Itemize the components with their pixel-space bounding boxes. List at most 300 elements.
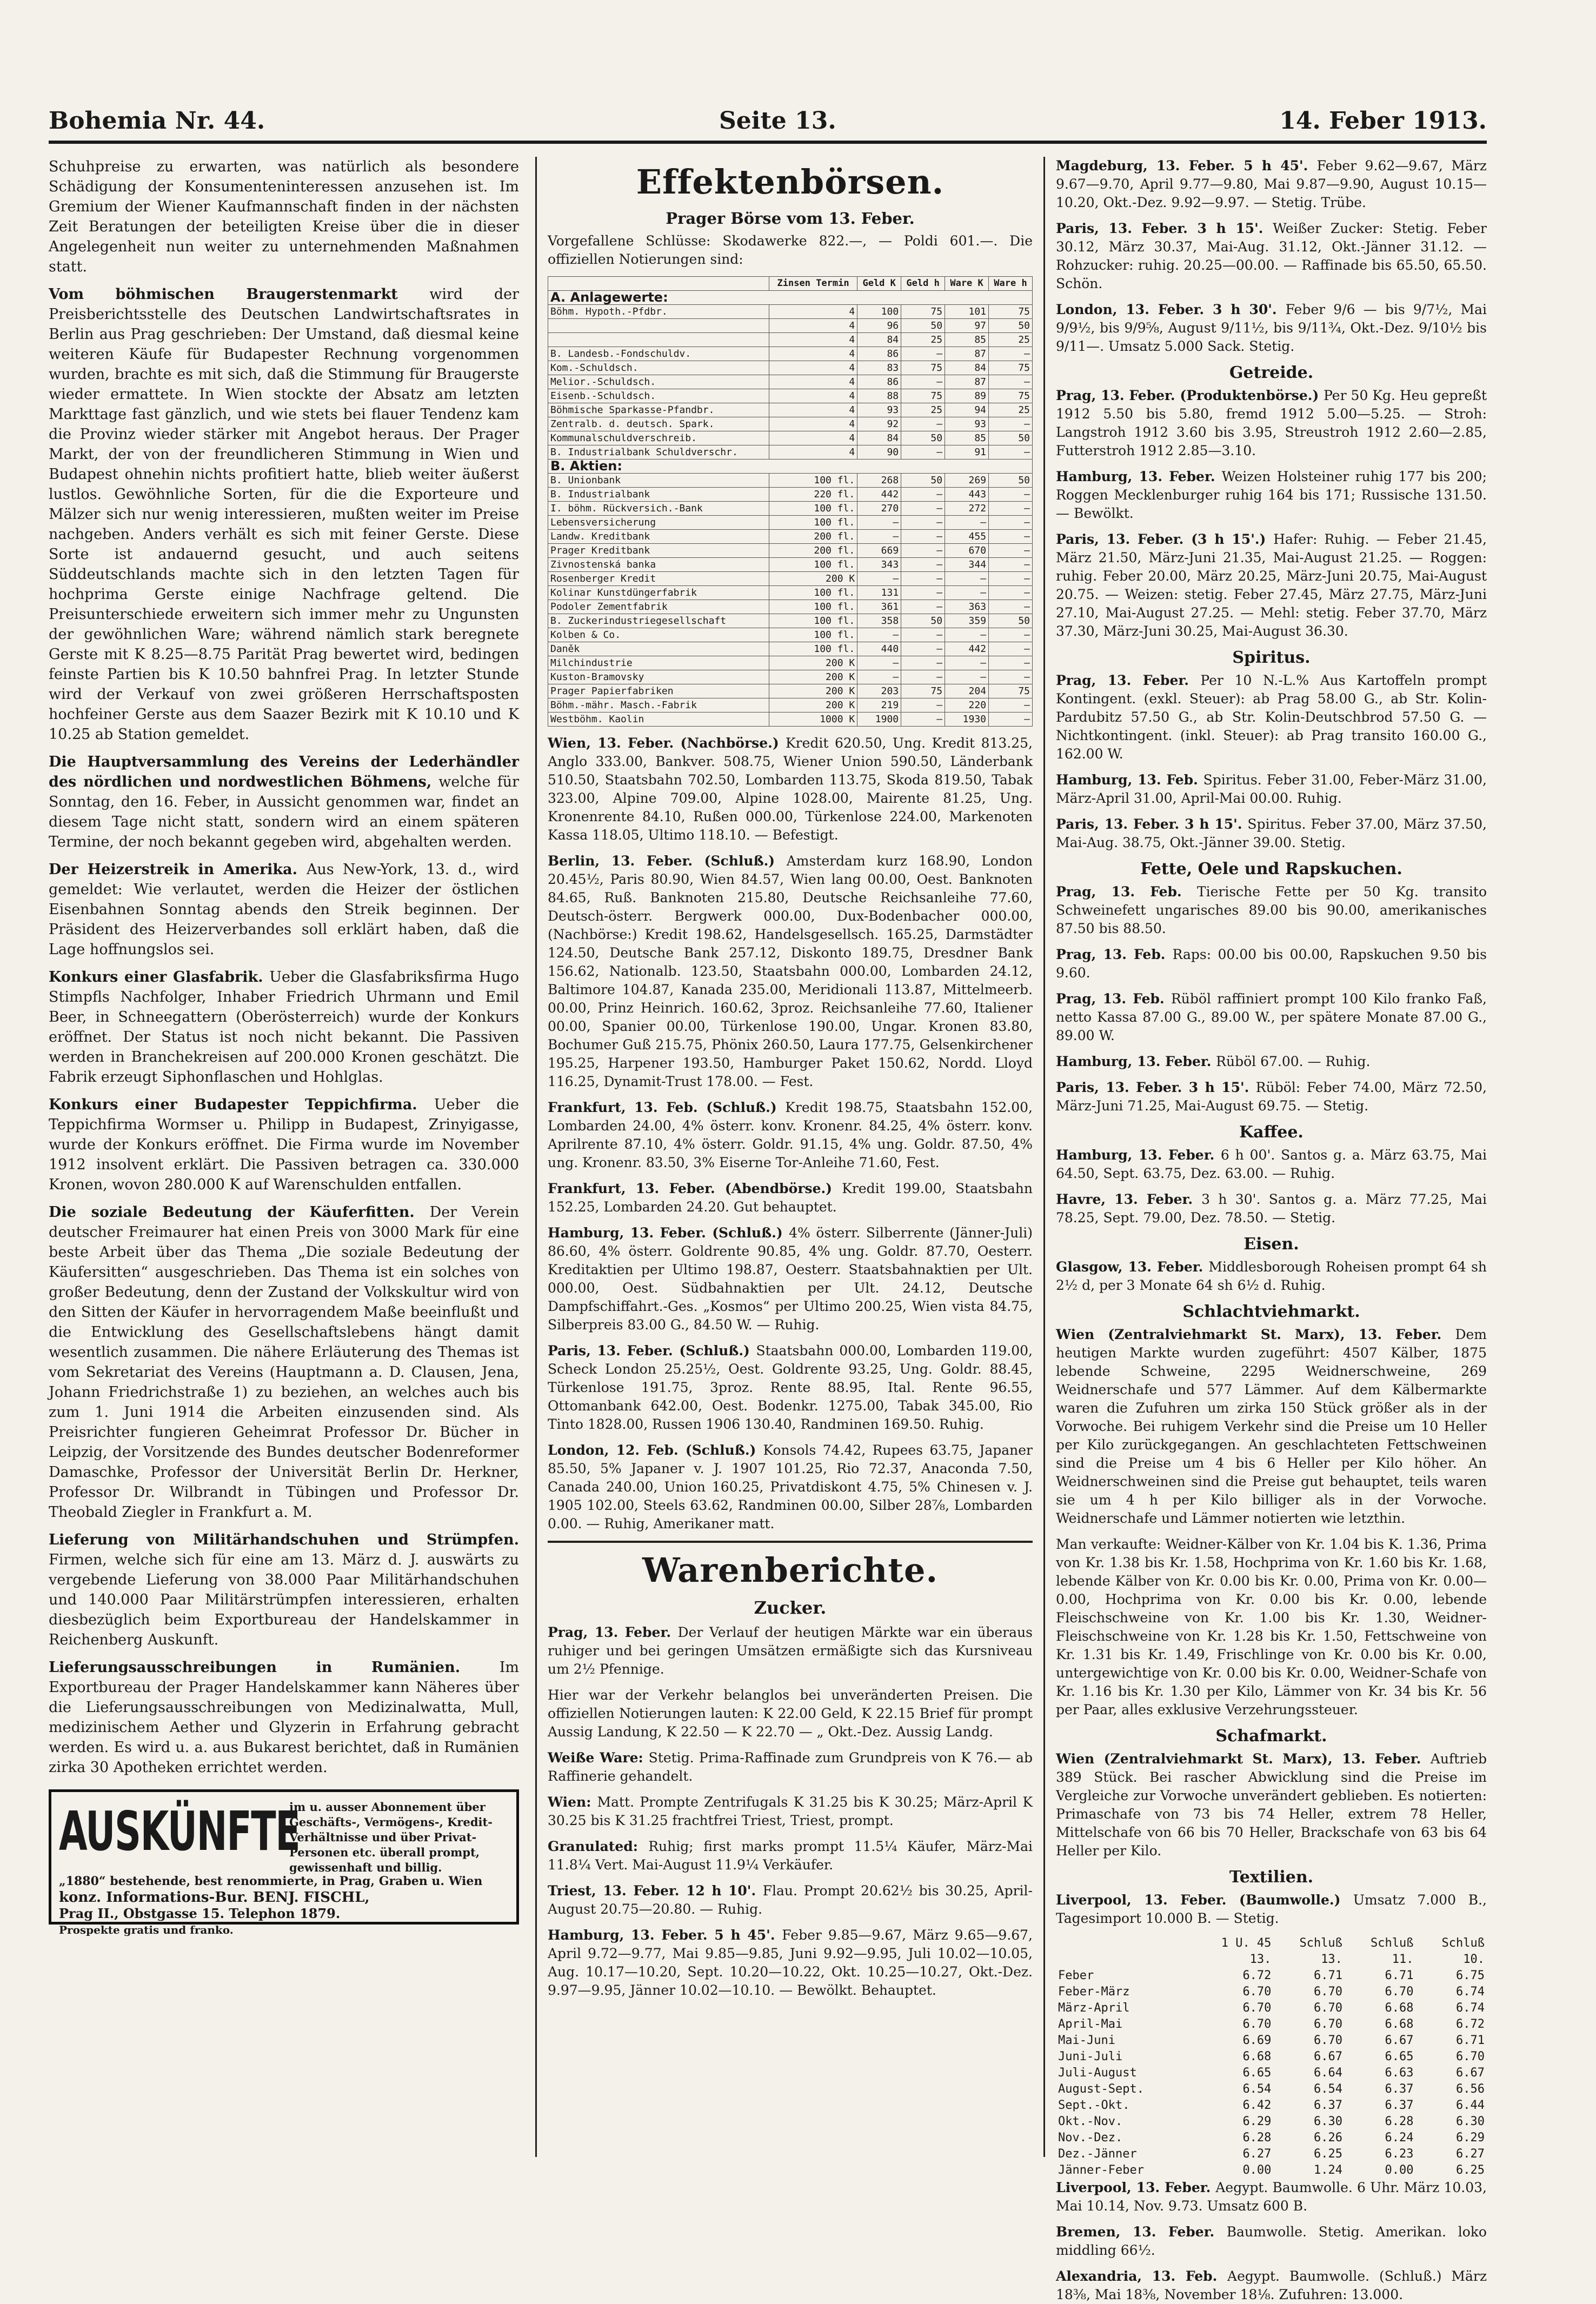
article-heading: Die soziale Bedeutung der Käuferfitten. bbox=[49, 1204, 430, 1221]
table-row bbox=[548, 670, 1033, 684]
article-heading: Weiße Ware: bbox=[548, 1750, 649, 1766]
section-getreide: Getreide. bbox=[1229, 363, 1314, 382]
table-cell: 6.54 bbox=[1313, 2082, 1342, 2096]
table-cell: 220 bbox=[945, 698, 989, 712]
table-cell: — bbox=[901, 347, 945, 361]
article-paragraph bbox=[1056, 990, 1487, 1045]
table-cell: 200 fl. bbox=[769, 530, 857, 544]
table-cell: 6.71 bbox=[1385, 1969, 1414, 1982]
table-cell: — bbox=[989, 600, 1033, 614]
table-cell: — bbox=[901, 502, 945, 516]
table-cell: 50 bbox=[901, 614, 945, 628]
fette-reports bbox=[1056, 883, 1487, 1115]
article-heading: Prag, 13. Feber. (Produktenbörse.) bbox=[1056, 388, 1324, 403]
schlachtvieh-reports bbox=[1056, 1326, 1487, 1719]
table-cell: 6.70 bbox=[1242, 2001, 1272, 2015]
table-cell: 1930 bbox=[945, 712, 989, 727]
table-cell: 131 bbox=[857, 586, 901, 600]
table-section-label: B. Aktien: bbox=[548, 460, 1033, 474]
table-cell: 6.70 bbox=[1385, 1985, 1414, 1999]
table-cell: 200 K bbox=[769, 656, 857, 670]
table-cell: 86 bbox=[857, 347, 901, 361]
article-heading: Paris, 13. Feber. 3 h 15'. bbox=[1056, 816, 1248, 832]
table-cell: 6.65 bbox=[1385, 2050, 1414, 2063]
table-section-row bbox=[548, 291, 1033, 305]
table-cell: 4 bbox=[769, 319, 857, 333]
article-paragraph bbox=[1056, 530, 1487, 641]
ad-line-4: Prospekte gratis und franko. bbox=[59, 1923, 234, 1936]
table-cell: 6.30 bbox=[1313, 2115, 1342, 2128]
table-cell: — bbox=[901, 670, 945, 684]
table-row bbox=[548, 347, 1033, 361]
table-cell bbox=[548, 333, 769, 347]
article-heading: Glasgow, 13. Feber. bbox=[1056, 1259, 1209, 1275]
article-paragraph bbox=[1056, 671, 1487, 763]
table-cell: B. Industrialbank Schuldverschr. bbox=[548, 445, 769, 460]
table-cell: 4 bbox=[769, 333, 857, 347]
article-paragraph bbox=[548, 1686, 1033, 1741]
getreide-reports bbox=[1056, 387, 1487, 641]
table-cell: 358 bbox=[857, 614, 901, 628]
article-heading: Berlin, 13. Feber. (Schluß.) bbox=[548, 853, 787, 869]
prager-boerse-table bbox=[548, 276, 1033, 727]
table-cell: — bbox=[901, 642, 945, 656]
article-text: Raps: 00.00 bis 00.00, Rapskuchen 9.50 bis 9.60. bbox=[1056, 947, 1487, 981]
table-row bbox=[548, 333, 1033, 347]
header-right: 14. Feber 1913. bbox=[1279, 107, 1487, 135]
article-paragraph bbox=[1056, 1078, 1487, 1115]
article-paragraph bbox=[548, 1749, 1033, 1786]
table-cell: — bbox=[989, 586, 1033, 600]
table-row bbox=[548, 319, 1033, 333]
table-row bbox=[548, 431, 1033, 445]
table-cell: Juni-Juli bbox=[1058, 2050, 1123, 2063]
article-heading: Wien (Zentralviehmarkt St. Marx), 13. Feber. bbox=[1056, 1327, 1455, 1342]
table-cell: Zentralb. d. deutsch. Spark. bbox=[548, 417, 769, 431]
article-text: Schuhpreise zu erwarten, was natürlich als besondere Schädigung der Konsumenteninteressen anzusehen ist. Im Gremium der Wiener Kaufmannschaft finden in der nächsten Zeit Beratungen der beteiligten Kreise über die in dieser Angelegenheit nun weiter zu unternehmenden Maßnahmen statt. bbox=[49, 158, 519, 275]
article-paragraph bbox=[1056, 2179, 1487, 2215]
article-paragraph bbox=[49, 1657, 519, 1777]
table-header-cell: 1 U. 45 bbox=[1221, 1936, 1272, 1950]
article-paragraph bbox=[49, 1202, 519, 1522]
table-cell: 100 fl. bbox=[769, 474, 857, 488]
table-cell: 6.54 bbox=[1242, 2082, 1272, 2096]
table-cell: — bbox=[989, 488, 1033, 502]
table-cell: Zivnostenská banka bbox=[548, 558, 769, 572]
table-cell: 6.67 bbox=[1313, 2050, 1342, 2063]
table-cell: Melior.-Schuldsch. bbox=[548, 375, 769, 389]
table-row bbox=[548, 361, 1033, 375]
table-cell: 6.67 bbox=[1456, 2066, 1485, 2080]
article-text: Rüböl: Feber 74.00, März 72.50, März-Juni 71.25, Mai-August 69.75. — Stetig. bbox=[1056, 1080, 1487, 1114]
table-row bbox=[1056, 2000, 1487, 2016]
table-cell: — bbox=[989, 628, 1033, 642]
article-paragraph bbox=[1056, 301, 1487, 356]
table-cell: 100 fl. bbox=[769, 642, 857, 656]
table-header-cell bbox=[1056, 1952, 1192, 1968]
table-row bbox=[1056, 2016, 1487, 2033]
table-cell: April-Mai bbox=[1058, 2017, 1123, 2031]
table-cell: 6.30 bbox=[1456, 2115, 1485, 2128]
table-cell: Prager Papierfabriken bbox=[548, 684, 769, 698]
table-cell: — bbox=[989, 558, 1033, 572]
table-cell: 1900 bbox=[857, 712, 901, 727]
table-cell: 6.75 bbox=[1456, 1969, 1485, 1982]
table-cell: 4 bbox=[769, 445, 857, 460]
table-cell: 6.29 bbox=[1242, 2115, 1272, 2128]
table-header-row bbox=[1056, 1935, 1487, 1952]
table-row bbox=[548, 389, 1033, 403]
article-heading: Frankfurt, 13. Feber. (Abendbörse.) bbox=[548, 1181, 842, 1196]
table-cell: 4 bbox=[769, 305, 857, 319]
article-paragraph bbox=[548, 1926, 1033, 2000]
article-paragraph bbox=[49, 752, 519, 852]
table-cell: — bbox=[901, 712, 945, 727]
table-cell: Kommunalschuldverschreib. bbox=[548, 431, 769, 445]
article-heading: Triest, 13. Feber. 12 h 10'. bbox=[548, 1883, 763, 1899]
table-row bbox=[548, 530, 1033, 544]
article-text: Firmen, welche sich für eine am 13. März d. J. auswärts zu vergebende Lieferung von 38.000 Paar Militärhandschuhen und 140.000 Paar Militärstrümpfen interessieren, erhalten diesbezüglich beim Exportbureau der Handelskammer in Reichenberg Auskunft. bbox=[49, 1551, 519, 1648]
table-cell: — bbox=[945, 656, 989, 670]
table-cell: 6.37 bbox=[1385, 2099, 1414, 2112]
table-cell: 6.42 bbox=[1242, 2099, 1272, 2112]
table-cell: 363 bbox=[945, 600, 989, 614]
section-textilien: Textilien. bbox=[1229, 1868, 1314, 1887]
article-text: 4% österr. Silberrente (Jänner-Juli) 86.60, 4% österr. Goldrente 90.85, 4% ung. Goldr. 87.70, Oesterr. Kreditaktien per Ultimo 198.87, Oesterr. Staatsbahnaktien per Ult. 000.00, Oest. Südbahnaktien per Ult. 24.12, Deutsche Dampfschiffahrt.-Ges. „Kosmos“ per Ultimo 200.25, Wien vista 84.75, Silberpreis 83.00 G., 84.50 W. — Ruhig. bbox=[548, 1225, 1033, 1333]
article-paragraph bbox=[49, 1530, 519, 1650]
article-heading: Konkurs einer Budapester Teppichfirma. bbox=[49, 1096, 434, 1113]
table-cell: 0.00 bbox=[1242, 2163, 1272, 2177]
table-cell: Sept.-Okt. bbox=[1058, 2099, 1130, 2112]
article-heading: Hamburg, 13. Feber. bbox=[1056, 469, 1222, 484]
article-text: Aus New-York, 13. d., wird gemeldet: Wie verlautet, werden die Heizer der östlichen Eisenbahnen Sonntag abends den Streik beginnen. Der Präsident des Heizerverbandes soll erklärt haben, daß die Lage hoffnungslos sei. bbox=[49, 861, 520, 958]
table-cell: — bbox=[989, 502, 1033, 516]
table-header-cell: Ware h bbox=[989, 277, 1033, 291]
table-row bbox=[1056, 2146, 1487, 2162]
article-paragraph bbox=[1056, 1190, 1487, 1227]
table-cell: — bbox=[945, 670, 989, 684]
article-paragraph bbox=[49, 1095, 519, 1195]
table-cell: B. Industrialbank bbox=[548, 488, 769, 502]
zucker-reports bbox=[548, 1623, 1033, 2000]
zucker-continued bbox=[1056, 157, 1487, 356]
table-row bbox=[1056, 2097, 1487, 2114]
section-schlachtvieh: Schlachtviehmarkt. bbox=[1182, 1302, 1360, 1321]
table-cell: Feber-März bbox=[1058, 1985, 1130, 1999]
table-cell: — bbox=[857, 530, 901, 544]
table-cell: 6.68 bbox=[1385, 2001, 1414, 2015]
article-paragraph bbox=[1056, 815, 1487, 852]
section-schafmarkt: Schafmarkt. bbox=[1215, 1727, 1327, 1746]
table-cell: 85 bbox=[945, 333, 989, 347]
table-cell: — bbox=[901, 516, 945, 530]
article-paragraph bbox=[548, 1441, 1033, 1533]
article-heading: Havre, 13. Feber. bbox=[1056, 1191, 1202, 1207]
header-center: Seite 13. bbox=[719, 107, 836, 135]
table-cell: 100 fl. bbox=[769, 558, 857, 572]
table-cell: — bbox=[945, 586, 989, 600]
table-cell: — bbox=[901, 586, 945, 600]
table-cell: 6.37 bbox=[1313, 2099, 1342, 2112]
table-cell: 50 bbox=[989, 319, 1033, 333]
table-header-cell: 11. bbox=[1392, 1953, 1414, 1966]
table-cell: — bbox=[857, 572, 901, 586]
table-cell: 219 bbox=[857, 698, 901, 712]
table-cell: 101 bbox=[945, 305, 989, 319]
table-cell: 1.24 bbox=[1313, 2163, 1342, 2177]
article-text: Aegypt. Baumwolle. (Schluß.) März 18⅜, Mai 18⅜, November 18⅛. Zufuhren: 13.000. bbox=[1056, 2268, 1487, 2302]
article-paragraph bbox=[1056, 1146, 1487, 1183]
table-cell: 200 K bbox=[769, 684, 857, 698]
table-cell: 269 bbox=[945, 474, 989, 488]
table-row bbox=[548, 488, 1033, 502]
table-row bbox=[1056, 2081, 1487, 2097]
table-cell bbox=[548, 319, 769, 333]
table-cell: 220 fl. bbox=[769, 488, 857, 502]
table-cell: 25 bbox=[989, 333, 1033, 347]
table-cell: 442 bbox=[857, 488, 901, 502]
table-cell: 4 bbox=[769, 403, 857, 417]
article-paragraph bbox=[548, 1793, 1033, 1830]
table-cell: Jänner-Feber bbox=[1058, 2163, 1144, 2177]
table-cell: 6.68 bbox=[1385, 2017, 1414, 2031]
table-cell: 6.70 bbox=[1456, 2050, 1485, 2063]
article-heading: Wien, 13. Feber. (Nachbörse.) bbox=[548, 735, 786, 751]
article-paragraph bbox=[49, 157, 519, 277]
table-cell: 344 bbox=[945, 558, 989, 572]
article-paragraph bbox=[548, 1224, 1033, 1334]
article-heading: Alexandria, 13. Feb. bbox=[1056, 2268, 1228, 2284]
table-cell: 50 bbox=[901, 474, 945, 488]
table-header-cell: 10. bbox=[1463, 1953, 1485, 1966]
table-cell: 88 bbox=[857, 389, 901, 403]
table-row bbox=[548, 417, 1033, 431]
table-row bbox=[548, 502, 1033, 516]
table-row bbox=[548, 445, 1033, 460]
table-cell: 75 bbox=[989, 389, 1033, 403]
article-text: Konsols 74.42, Rupees 63.75, Japaner 85.50, 5% Japaner v. J. 1907 101.25, Rio 72.37, Anaconda 7.50, Canada 240.00, Union 160.25, Privatdiskont 4.75, 5% Chinesen v. J. 1905 102.00, Steels 63.62, Randminen 00.00, Silber 28⅞, Lombarden 0.00. — Ruhig, Amerikaner matt. bbox=[548, 1442, 1033, 1531]
ad-line-3: Prag II., Obstgasse 15. Telephon 1879. bbox=[59, 1906, 341, 1921]
table-cell: 75 bbox=[989, 684, 1033, 698]
table-row bbox=[1056, 2033, 1487, 2049]
article-paragraph bbox=[548, 1180, 1033, 1216]
table-cell: 200 K bbox=[769, 572, 857, 586]
article-text: Auftrieb 389 Stück. Bei rascher Abwicklung sind die Preise im Vergleiche zur Vorwoche unverändert geblieben. Es notierten: Primaschafe von 73 bis 74 Heller, extrem 78 Heller, Mittelschafe von 66 bis 70 Heller, Brackschafe von 63 bis 64 Heller per Kilo. bbox=[1056, 1751, 1487, 1859]
table-section-row bbox=[548, 460, 1033, 474]
table-row bbox=[548, 600, 1033, 614]
table-cell: — bbox=[989, 712, 1033, 727]
table-cell: 91 bbox=[945, 445, 989, 460]
article-paragraph bbox=[1056, 2223, 1487, 2260]
table-cell: 4 bbox=[769, 361, 857, 375]
article-heading: Paris, 13. Feber. (Schluß.) bbox=[548, 1343, 756, 1359]
table-cell: — bbox=[945, 572, 989, 586]
table-cell: 84 bbox=[857, 431, 901, 445]
table-cell: 443 bbox=[945, 488, 989, 502]
table-cell: 200 fl. bbox=[769, 544, 857, 558]
table-cell: Rosenberger Kredit bbox=[548, 572, 769, 586]
table-row bbox=[548, 614, 1033, 628]
article-text: Staatsbahn 000.00, Lombarden 119.00, Scheck London 25.25½, Oest. Goldrente 93.25, Ung. Goldr. 88.45, Türkenlose 191.75, 3proz. Rente 88.95, Ital. Rente 96.55, Ottomanbank 642.00, Oest. Bodenkr. 1275.00, Tabak 345.00, Rio Tinto 1828.00, Russen 1906 130.40, Randminen 169.50. Ruhig. bbox=[548, 1343, 1033, 1432]
table-cell: 6.70 bbox=[1313, 1985, 1342, 1999]
table-cell: — bbox=[989, 530, 1033, 544]
table-cell: 84 bbox=[945, 361, 989, 375]
ad-bottom bbox=[59, 1873, 502, 1938]
table-cell: 84 bbox=[857, 333, 901, 347]
article-text: Flau. Prompt 20.62½ bis 30.25, April-August 20.75—20.80. — Ruhig. bbox=[548, 1883, 1033, 1917]
table-cell: 6.71 bbox=[1313, 1969, 1342, 1982]
section-title-warenberichte: Warenberichte. bbox=[642, 1550, 939, 1590]
table-cell: 100 fl. bbox=[769, 614, 857, 628]
divider bbox=[548, 1541, 1033, 1543]
table-cell: 6.70 bbox=[1313, 2017, 1342, 2031]
table-cell: 86 bbox=[857, 375, 901, 389]
article-text: Aegypt. Baumwolle. 6 Uhr. März 10.03, Mai 10.14, Nov. 9.73. Umsatz 600 B. bbox=[1056, 2180, 1487, 2214]
article-paragraph bbox=[548, 1623, 1033, 1679]
article-text: Kredit 198.75, Staatsbahn 152.00, Lombarden 24.00, 4% österr. konv. Kronenr. 84.25, 4% österr. konv. Aprilrente 87.10, 4% österr. Goldr. 91.15, 4% ung. Goldr. 87.50, 4% ung. Kronenr. 83.50, 3% Eiserne Tor-Anleihe 71.60, Fest. bbox=[548, 1100, 1033, 1170]
table-cell: 6.65 bbox=[1242, 2066, 1272, 2080]
table-cell: 6.27 bbox=[1242, 2147, 1272, 2161]
article-heading: Hamburg, 13. Feber. (Schluß.) bbox=[548, 1225, 789, 1241]
table-cell: 50 bbox=[901, 319, 945, 333]
article-paragraph bbox=[1056, 883, 1487, 938]
table-cell: Böhm. Hypoth.-Pfdbr. bbox=[548, 305, 769, 319]
table-cell: 6.64 bbox=[1313, 2066, 1342, 2080]
article-heading: Paris, 13. Feber. (3 h 15'.) bbox=[1056, 531, 1274, 547]
table-cell: 6.67 bbox=[1385, 2034, 1414, 2047]
table-row bbox=[1056, 2065, 1487, 2081]
table-cell: — bbox=[901, 558, 945, 572]
table-cell: 4 bbox=[769, 375, 857, 389]
article-heading: Lieferungsausschreibungen in Rumänien. bbox=[49, 1659, 500, 1676]
table-cell: I. böhm. Rückversich.-Bank bbox=[548, 502, 769, 516]
article-heading: Paris, 13. Feber. 3 h 15'. bbox=[1056, 1080, 1256, 1095]
article-text: Weizen Holsteiner ruhig 177 bis 200; Roggen Mecklenburger ruhig 164 bis 171; Russische 131.50. — Bewölkt. bbox=[1056, 469, 1487, 521]
table-cell: 83 bbox=[857, 361, 901, 375]
article-heading: Prag, 13. Feber. bbox=[548, 1624, 678, 1640]
article-text: Rüböl 67.00. — Ruhig. bbox=[1216, 1054, 1371, 1069]
header-left: Bohemia Nr. 44. bbox=[49, 107, 265, 135]
article-paragraph bbox=[548, 1837, 1033, 1874]
article-paragraph bbox=[1056, 387, 1487, 460]
article-paragraph bbox=[1056, 219, 1487, 293]
table-cell: Kolinar Kunstdüngerfabrik bbox=[548, 586, 769, 600]
article-paragraph bbox=[49, 967, 519, 1087]
article-heading: Prag, 13. Feb. bbox=[1056, 947, 1173, 962]
table-header-cell: Schluß bbox=[1299, 1936, 1342, 1950]
article-heading: Lieferung von Militärhandschuhen und Strümpfen. bbox=[49, 1531, 519, 1548]
table-cell: 50 bbox=[901, 431, 945, 445]
article-text: Hafer: Ruhig. — Feber 21.45, März 21.50, März-Juni 21.35, Mai-August 21.25. — Roggen: ruhig. Feber 20.00, März 20.25, März-Juni 20.75, Mai-August 20.75. — Weizen: stetig. Feber 27.45, März 27.75, März-Juni 27.10, Mai-August 27.25. — Mehl: stetig. Feber 37.70, März 37.30, März-Juni 30.25, Mai-August 36.30. bbox=[1056, 531, 1487, 639]
table-cell: — bbox=[901, 628, 945, 642]
table-row bbox=[548, 586, 1033, 600]
table-cell: Okt.-Nov. bbox=[1058, 2115, 1123, 2128]
article-heading: Granulated: bbox=[548, 1839, 649, 1854]
table-cell: — bbox=[857, 670, 901, 684]
article-paragraph bbox=[1056, 2267, 1487, 2304]
table-row bbox=[1056, 2162, 1487, 2179]
article-paragraph bbox=[548, 1342, 1033, 1434]
table-header-cell: Schluß bbox=[1441, 1936, 1485, 1950]
article-text: Matt. Prompte Zentrifugals K 31.25 bis K 30.25; März-April K 30.25 bis K 31.25 frachtfrei Triest, Triest, prompt. bbox=[548, 1794, 1033, 1828]
table-row bbox=[548, 558, 1033, 572]
table-cell: — bbox=[945, 516, 989, 530]
baumwolle-reports bbox=[1056, 2179, 1487, 2304]
table-cell: Nov.-Dez. bbox=[1058, 2131, 1123, 2145]
table-cell: — bbox=[989, 375, 1033, 389]
table-row bbox=[1056, 2114, 1487, 2130]
article-paragraph bbox=[49, 860, 519, 960]
article-heading: Bremen, 13. Feber. bbox=[1056, 2224, 1227, 2240]
table-cell: 361 bbox=[857, 600, 901, 614]
table-cell: 100 fl. bbox=[769, 600, 857, 614]
table-cell: — bbox=[901, 375, 945, 389]
eisen-reports bbox=[1056, 1258, 1487, 1295]
table-row bbox=[548, 474, 1033, 488]
article-text: Middlesborough Roheisen prompt 64 sh 2½ d, per 3 Monate 64 sh 6½ d. Ruhig. bbox=[1056, 1259, 1487, 1293]
table-cell: 6.23 bbox=[1385, 2147, 1414, 2161]
article-paragraph bbox=[1056, 1535, 1487, 1719]
table-cell: 6.74 bbox=[1456, 2001, 1485, 2015]
table-cell: B. Unionbank bbox=[548, 474, 769, 488]
article-heading: Hamburg, 13. Feb. bbox=[1056, 772, 1203, 788]
table-row bbox=[548, 698, 1033, 712]
table-cell: 87 bbox=[945, 347, 989, 361]
table-cell: — bbox=[901, 656, 945, 670]
table-cell: 6.68 bbox=[1242, 2050, 1272, 2063]
table-cell: 4 bbox=[769, 417, 857, 431]
article-heading: Wien (Zentralviehmarkt St. Marx), 13. Feber. bbox=[1056, 1751, 1431, 1767]
table-cell: 6.27 bbox=[1456, 2147, 1485, 2161]
table-cell: 6.70 bbox=[1313, 2001, 1342, 2015]
table-cell: 669 bbox=[857, 544, 901, 558]
table-row bbox=[548, 684, 1033, 698]
table-cell: — bbox=[901, 698, 945, 712]
article-text: Feber 9.62—9.67, März 9.67—9.70, April 9.77—9.80, Mai 9.87—9.90, August 10.15—10.20, Okt.-Dez. 9.92—9.97. — Stetig. Trübe. bbox=[1056, 158, 1487, 210]
table-cell: 89 bbox=[945, 389, 989, 403]
article-text: Ruhig; first marks prompt 11.5¼ Käufer, März-Mai 11.8¼ Vert. Mai-August 11.9¼ Verkäufer. bbox=[548, 1839, 1033, 1873]
table-cell: 50 bbox=[989, 474, 1033, 488]
article-list bbox=[49, 157, 519, 1777]
table-row bbox=[1056, 2130, 1487, 2146]
article-text: wird der Preisberichtsstelle des Deutschen Landwirtschaftsrates in Berlin aus Prag geschrieben: Der Umstand, daß diesmal keine weiteren Käufe für Budapester Rechnung vorgenommen wurden, brachte es mit sich, daß die Stimmung für Braugerste wieder ermattete. In Wien stockte der Absatz am letzten Markttage fast gänzlich, und wie stets bei flauer Tendenz kam die Provinz wieder stärker mit Angebot heraus. Der Prager Markt, der von der freundlicheren Stimmung in Wien und Budapest ohnehin nichts profitiert hatte, blieb weiter äußerst lustlos. Gewöhnliche Sorten, für die die Exporteure und Mälzer sich nur wenig interessieren, mußten weiter im Preise nachgeben. Anders verhält es sich mit feiner Gerste. Diese Sorte ist andauernd gesucht, und auch seitens Süddeutschlands machte sich in den letzten Tagen für hochprima Gerste einige Nachfrage geltend. Die Preisunterschiede erweitern sich immer mehr zu Ungunsten der gewöhnlichen Ware; während nämlich stark beregnete Gerste mit K 8.25—8.75 Parität Prag bewertet wird, bedingen feinste Partien bis K 10.50 bahnfrei Prag. In letzter Stunde wird der Verkauf von zwei größeren Herrschaftsposten hochfeiner Gerste aus dem Saazer Bezirk mit K 10.10 und K 10.25 ab Station gemeldet. bbox=[49, 286, 519, 743]
table-cell: Feber bbox=[1058, 1969, 1094, 1982]
column-middle bbox=[535, 157, 1033, 2157]
table-cell: 268 bbox=[857, 474, 901, 488]
kaffee-reports bbox=[1056, 1146, 1487, 1227]
table-cell: 6.37 bbox=[1385, 2082, 1414, 2096]
article-text: Per 50 Kg. Heu gepreßt 1912 5.50 bis 5.80, fremd 1912 5.00—5.25. — Stroh: Langstroh 1912 3.60 bis 3.95, Streustroh 1912 2.60—2.85, Futterstroh 1912 2.85—3.10. bbox=[1056, 388, 1487, 458]
table-row bbox=[548, 642, 1033, 656]
table-cell: Prager Kreditbank bbox=[548, 544, 769, 558]
table-cell: — bbox=[857, 656, 901, 670]
table-row bbox=[548, 628, 1033, 642]
article-paragraph bbox=[548, 734, 1033, 844]
table-cell: 96 bbox=[857, 319, 901, 333]
article-paragraph bbox=[548, 1882, 1033, 1919]
table-cell: 90 bbox=[857, 445, 901, 460]
article-text: Amsterdam kurz 168.90, London 20.45½, Paris 80.90, Wien 84.57, Wien lang 00.00, Oest. Banknoten 84.65, Ruß. Banknoten 215.80, Deutsche Reichsanleihe 77.60, Deutsch-österr. Bergwerk 000.00, Dux-Bodenbacher 000.00, (Nachbörse:) Kredit 198.62, Handelsgesellsch. 165.25, Darmstädter 124.50, Deutsche Bank 257.12, Diskonto 189.75, Dresdner Bank 156.62, Nationalb. 123.50, Staatsbahn 000.00, Lombarden 24.12, Baltimore 104.87, Kanada 235.00, Meridionali 113.87, Mittelmeerb. 00.00, Prinz Heinrich. 160.62, 3proz. Reichsanleihe 77.60, Italiener 00.00, Spanier 00.00, Türkenlose 190.00, Ungar. Kronen 83.80, Bochumer Guß 215.75, Phönix 260.50, Laura 177.75, Gelsenkirchener 195.25, Harpener 193.50, Hamburger Paket 150.62, Nordd. Lloyd 116.25, Dynamit-Trust 178.00. — Fest. bbox=[548, 853, 1033, 1089]
table-cell: 440 bbox=[857, 642, 901, 656]
table-cell: 6.25 bbox=[1313, 2147, 1342, 2161]
article-heading: Prag, 13. Feber. bbox=[1056, 672, 1201, 688]
table-cell: 94 bbox=[945, 403, 989, 417]
table-row bbox=[548, 656, 1033, 670]
article-text: Der Verlauf der heutigen Märkte war ein überaus ruhiger und bei geringen Umsätzen ermäßigte sich das Kursniveau um 2½ Pfennige. bbox=[548, 1624, 1033, 1677]
section-spiritus: Spiritus. bbox=[1232, 648, 1311, 667]
article-text: Per 10 N.-L.% Aus Kartoffeln prompt Kontingent. (exkl. Steuer): ab Prag 58.00 G., ab Str. Kolin-Pardubitz 57.50 G., ab Str. Kolin-Deutschbrod 57.50 G. — Nichtkontingent. (inkl. Steuer): ab Prag transito 160.00 G., 162.00 W. bbox=[1056, 672, 1487, 762]
table-cell: Podoler Zementfabrik bbox=[548, 600, 769, 614]
